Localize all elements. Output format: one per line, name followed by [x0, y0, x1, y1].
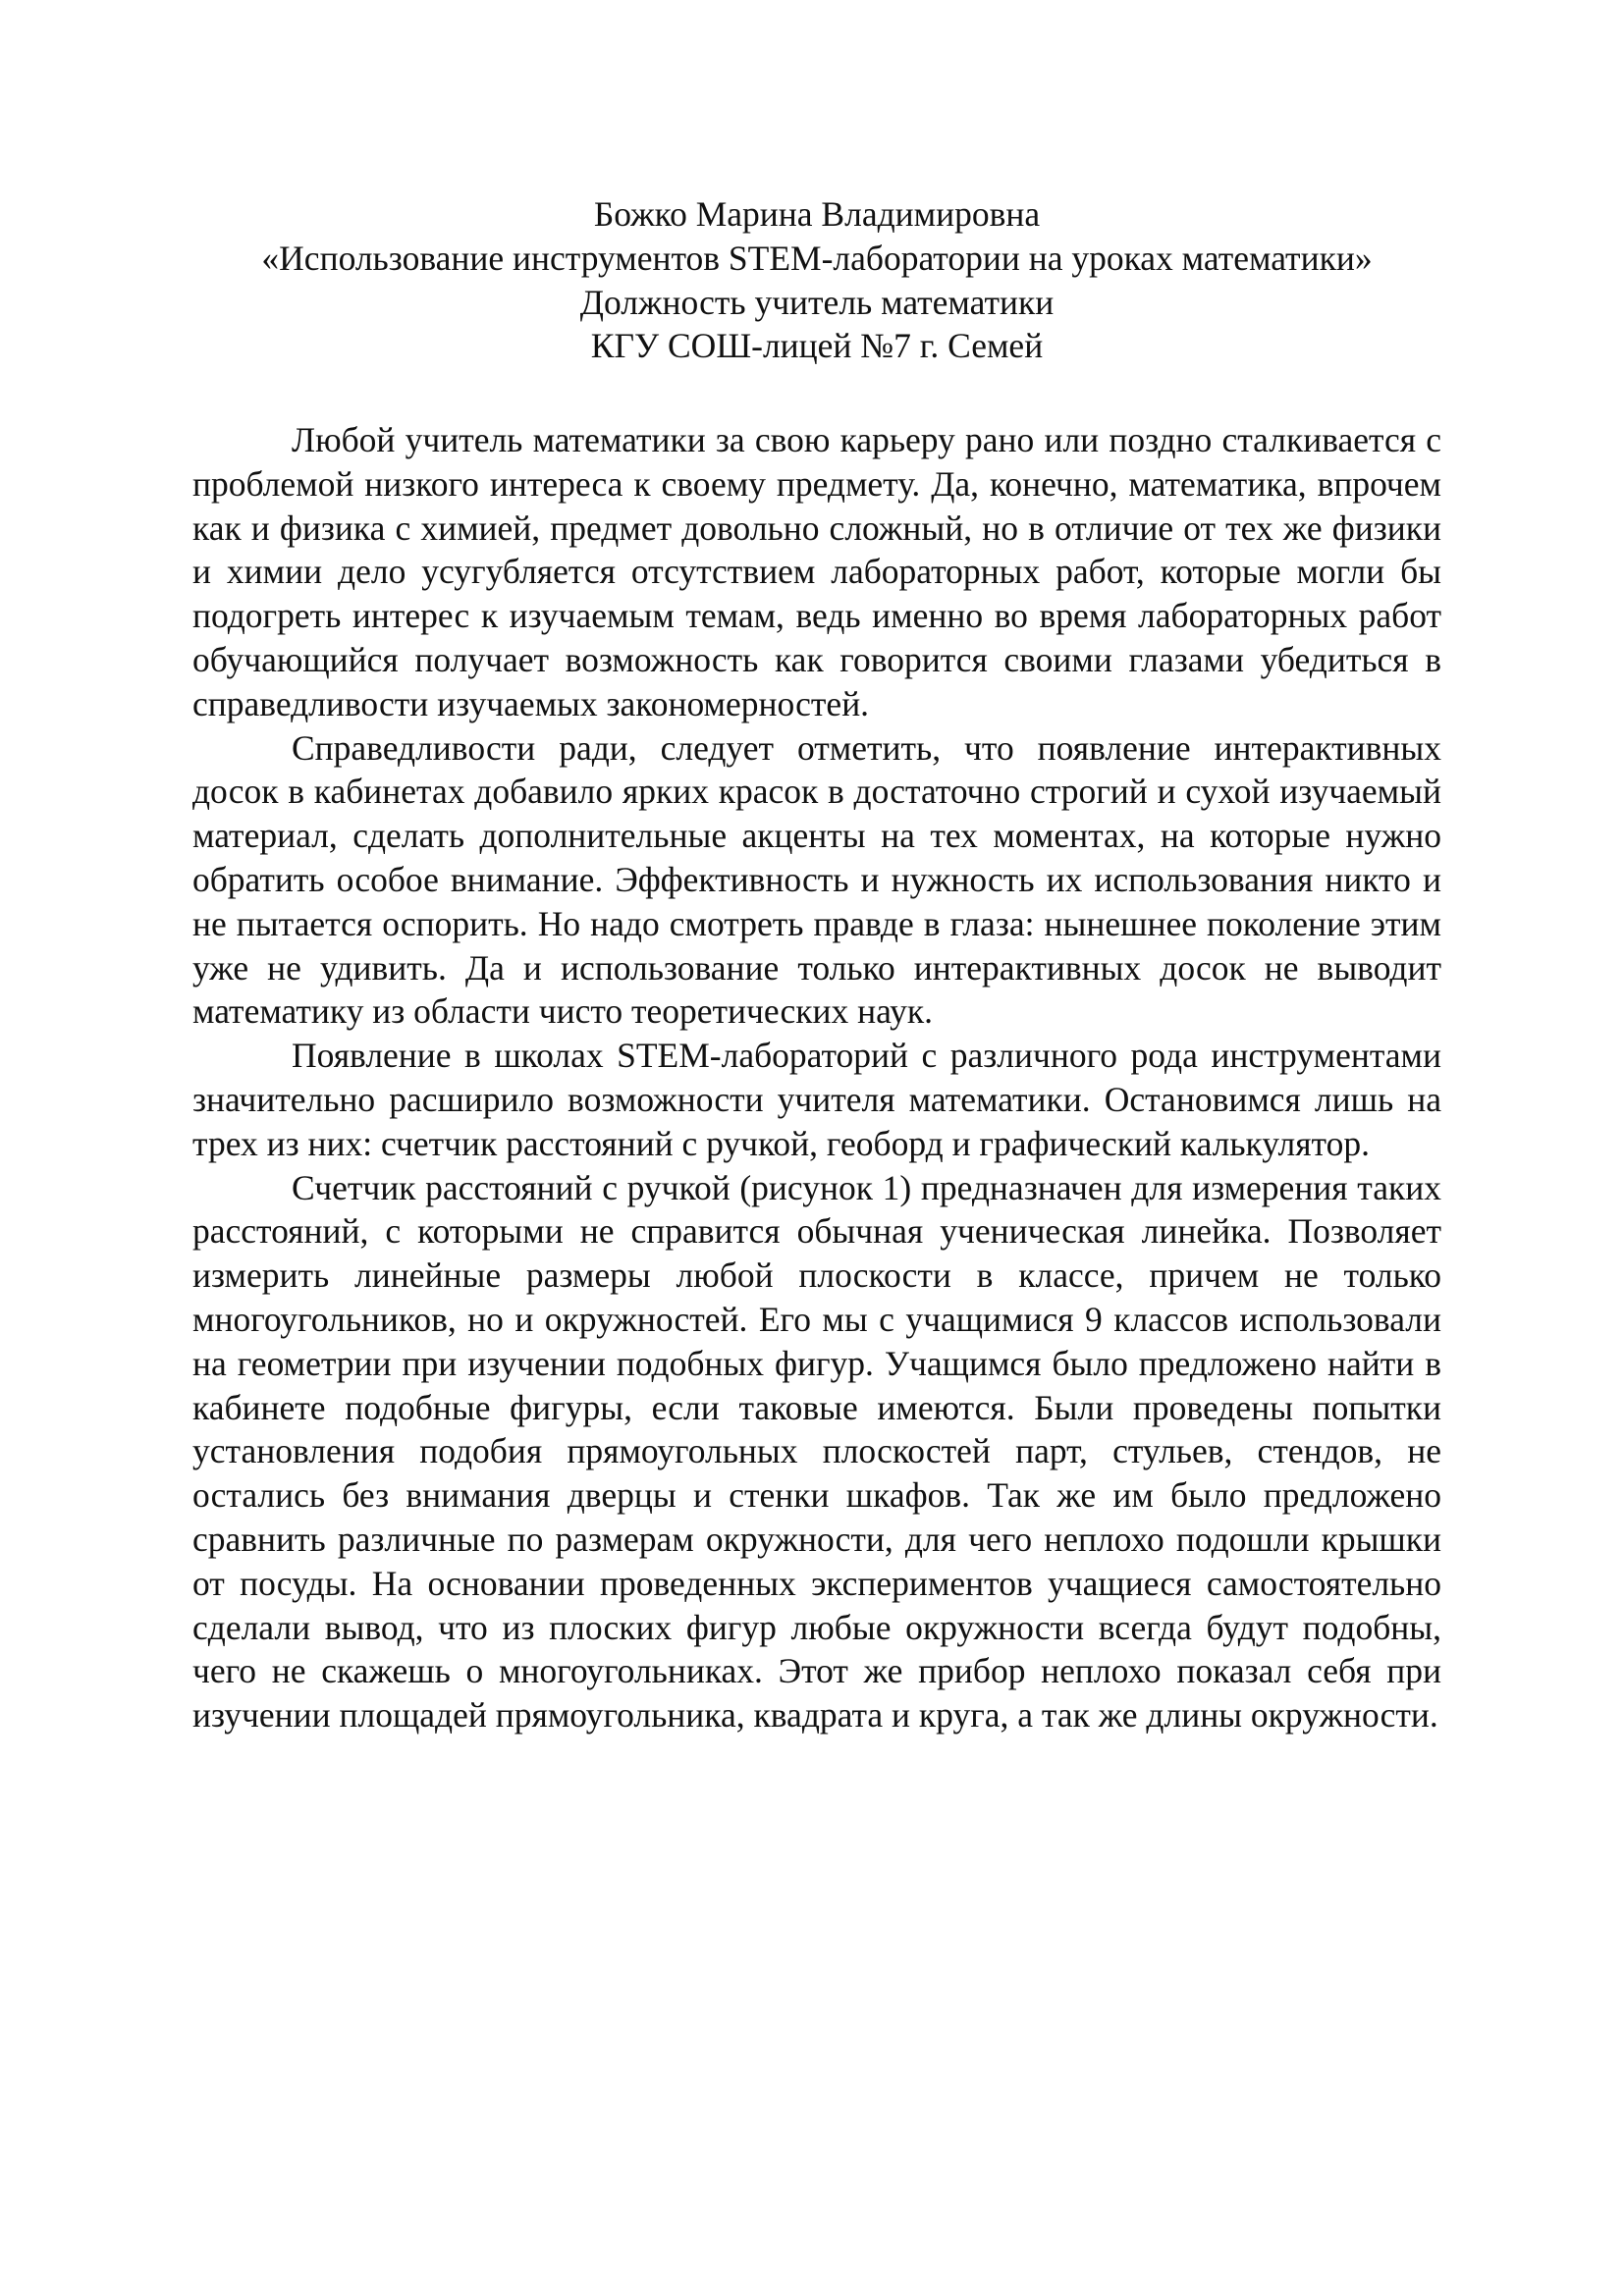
paragraph: Любой учитель математики за свою карьеру рано или поздно сталкивается с проблемой низкого интереса к своему предмету. Да, конечно, математика, впрочем как и физика с химией, предмет довольно сложный, но в отличие от тех же физики и химии дело усугубляется отсутствием лабораторных работ, которые могли бы подогреть интерес к изучаемым темам, ведь именно во время лабораторных работ обучающийся получает возможность как говорится своими глазами убедиться в справедливости изучаемых закономерностей.: [192, 420, 1441, 723]
article-title: «Использование инструментов STEM-лаборатории на уроках математики»: [261, 238, 1373, 278]
paragraph: Счетчик расстояний с ручкой (рисунок 1) предназначен для измерения таких расстояний, с которыми не справится обычная ученическая линейка. Позволяет измерить линейные размеры любой плоскости в классе, причем не только многоугольников, но и окружностей. Его мы с учащимися 9 классов использовали на геометрии при изучении подобных фигур. Учащимся было предложено найти в кабинете подобные фигуры, если таковые имеются. Были проведены попытки установления подобия прямоугольных плоскостей парт, стульев, стендов, не остались без внимания дверцы и стенки шкафов. Так же им было предложено сравнить различные по размерам окружности, для чего неплохо подошли крышки от посуды. На основании проведенных экспериментов учащиеся самостоятельно сделали вывод, что из плоских фигур любые окружности всегда будут подобны, чего не скажешь о многоугольниках. Этот же прибор неплохо показал себя при изучении площадей прямоугольника, квадрата и круга, а так же длины окружности.: [192, 1167, 1441, 1735]
author-name: Божко Марина Владимировна: [593, 194, 1041, 234]
paragraph: Появление в школах STEM-лабораторий с различного рода инструментами значительно расширило возможности учителя математики. Остановимся лишь на трех из них: счетчик расстояний с ручкой, геоборд и графический калькулятор.: [192, 1036, 1441, 1163]
paragraph: Справедливости ради, следует отметить, что появление интерактивных досок в кабинетах добавило ярких красок в достаточно строгий и сухой изучаемый материал, сделать дополнительные акценты на тех моментах, на которые нужно обратить особое внимание. Эффективность и нужность их использования никто и не пытается оспорить. Но надо смотреть правде в глаза: нынешнее поколение этим уже не удивить. Да и использование только интерактивных досок не выводит математику из области чисто теоретических наук.: [192, 727, 1441, 1032]
document-body: [192, 418, 1441, 1737]
author-position: Должность учитель математики: [579, 282, 1055, 322]
document-header: [192, 192, 1441, 368]
school-name: КГУ СОШ-лицей №7 г. Семей: [590, 326, 1044, 366]
